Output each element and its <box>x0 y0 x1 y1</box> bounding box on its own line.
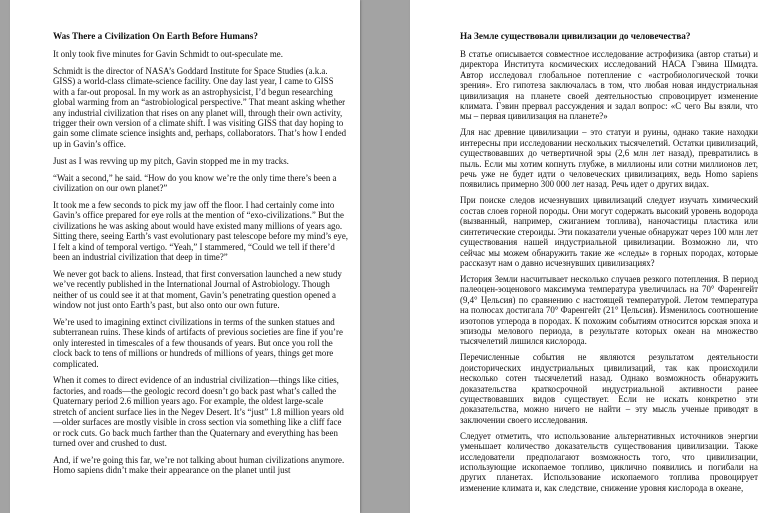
paragraph: And, if we’re going this far, we’re not talking about human civilizations anymore. Homo sapiens didn’t make their appearance on the planet until just <box>53 454 345 476</box>
paragraph: We never got back to aliens. Instead, that first conversation launched a new study we’ve recently published in the International Journal of Astrobiology. Though neither of us could see it at that moment, Gavin’s penetrating question opened a window not just onto Earth’s past, but also onto our own future. <box>53 268 342 311</box>
paragraph: “Wait a second,” he said. “How do you know we’re the only time there’s been a civilization on our own planet?” <box>53 172 337 193</box>
paragraph: It only took five minutes for Gavin Schmidt to out-speculate me. <box>53 49 283 59</box>
article-title-russian: На Земле существовали цивилизации до человечества? <box>460 31 691 41</box>
paragraph: Следует отметить, что использование альтернативных источников энергии уменьшает количество доказательств существования цивилизации. Также исследователи предполагают возможность того, что цивилизации, использующие ископаемое топливо, циклично появились и погибали на других планетах. Использование ископаемого топлива провоцирует изменение климата и, как следствие, снижение уровня кислорода в океане, <box>460 430 758 493</box>
paragraph: В статье описывается совместное исследование астрофизика (автор статьи) и директора Института космических исследований НАСА Гэвина Шмидта. Автор исследовал глобальное потепление с «астробиологической точки зрения». Его гипотеза заключалась в том, что любая новая индустриальная цивилизация на планете своей деятельностью спровоцирует изменение климата. Гэвин прервал рассуждения и задал вопрос: «С чего Вы взяли, что мы – первая цивилизация на планете?» <box>460 49 758 122</box>
paragraph: История Земли насчитывает несколько случаев резкого потепления. В период палеоцен-эоценового максимума температура увеличилась на 70° Фаренгейт (9,4° Цельсия) по сравнению с настоящей температурой. Летом температура на полюсах достигала 70° Фаренгейт (21° Цельсия). Изменилось соотношение изотопов углерода в породах. К похожим событиям относится юрская эпоха и эпизоды мелового периода, в результате которых океан на множество тысячелетий лишился кислорода. <box>460 273 758 347</box>
page-left-content <box>53 31 349 482</box>
paragraph: При поиске следов исчезнувших цивилизаций следует изучать химический состав слоев горной породы. Они могут содержать высокий уровень водорода (вызванный, например, сжиганием топлива), наночастицы пластика или синтетические стероиды. Эти показатели ученые обнаружат через 100 млн лет существования нашей индустриальной цивилизации. Возможно ли, что сейчас мы можем обнаружить такие же «следы» в горных породах, которые рассказут нам о давно исчезнувших цивилизациях? <box>460 195 758 268</box>
article-title-english: Was There a Civilization On Earth Before Humans? <box>53 31 258 41</box>
page-right-content <box>460 31 758 499</box>
paragraph: Just as I was revving up my pitch, Gavin stopped me in my tracks. <box>53 155 289 166</box>
paragraph: Перечисленные события не являются результатом деятельности доисторических индустриальных цивилизаций, так как происходили несколько сотен тысячелетий назад. Однако возможность обнаружить доказательства краткосрочной индустриальной активности ранее существовавших видов существует. Если не искать конкретно эти доказательства, можно ничего не найти – эту мысль ученые приводят в заключении своего исследования. <box>460 352 758 425</box>
document-page-left <box>10 0 360 513</box>
paragraph: It took me a few seconds to pick my jaw off the floor. I had certainly come into Gavin’s office prepared for eye rolls at the mention of “exo-civilizations.” But the civilizations he was asking about would have existed many millions of years ago. Sitting there, seeing Earth’s vast evolutionary past telescope before my mind’s eye, I felt a kind of temporal vertigo. “Yeah,” I stammered, “Could we tell if there’d been an industrial civilization that deep in time?” <box>53 199 349 262</box>
paragraph: Для нас древние цивилизации – это статуи и руины, однако такие находки интересны при исследовании нескольких тысячелетий. Остатки цивилизаций, существовавших до четвертичной эры (2,6 млн лет назад), превратились в пыль. Если мы хотим копнуть глубже, в миллионы или сотни миллионов лет, речь уже не будет идти о человеческих цивилизациях, ведь Homo sapiens появились примерно 300 000 лет назад. Речь идет о других видах. <box>460 127 758 190</box>
paragraph: Schmidt is the director of NASA’s Goddard Institute for Space Studies (a.k.a. GISS) a world-class climate-science facility. One day last year, I came to GISS with a far-out proposal. In my work as an astrophysicist, I’d begun researching global warming from an “astrobiological perspective.” That meant asking whether any industrial civilization that rises on any planet will, through their own activity, trigger their own version of a climate shift. I was visiting GISS that day hoping to gain some climate science insights and, perhaps, collaborators. That’s how I ended up in Gavin’s office. <box>53 65 347 149</box>
paragraph: We’re used to imagining extinct civilizations in terms of the sunken statues and subterranean ruins. These kinds of artifacts of previous societies are fine if you’re only interested in timescales of a few thousands of years. But once you roll the clock back to tens of millions or hundreds of millions of years, things get more complicated. <box>53 316 343 369</box>
document-page-right <box>410 0 767 513</box>
paragraph: When it comes to direct evidence of an industrial civilization—things like cities, factories, and roads—the geologic record doesn’t go back past what’s called the Quaternary period 2.6 million years ago. For example, the oldest large-scale stretch of ancient surface lies in the Negev Desert. It’s “just” 1.8 million years old—older surfaces are mostly visible in cross section via something like a cliff face or rock cuts. Go back much farther than the Quaternary and everything has been turned over and crushed to dust. <box>53 375 344 448</box>
